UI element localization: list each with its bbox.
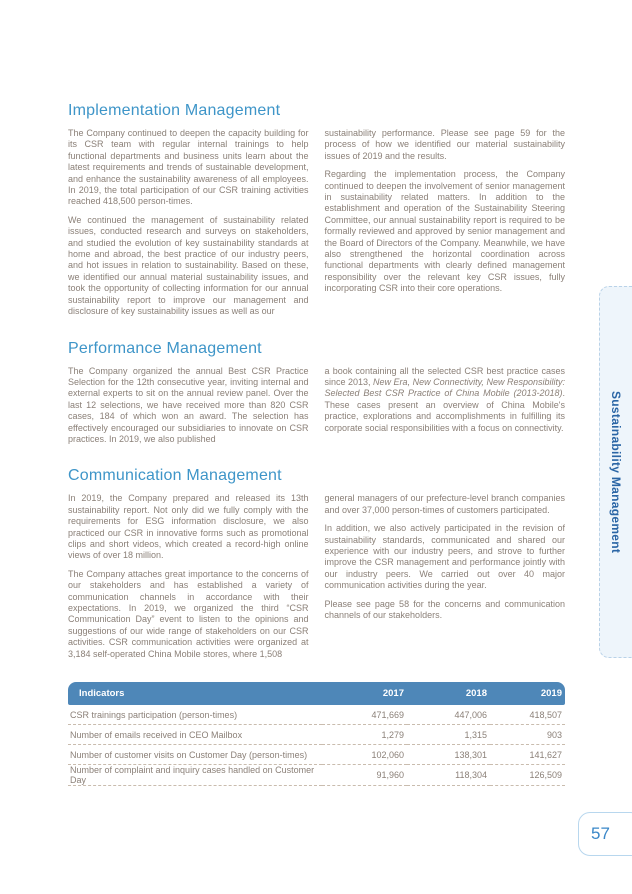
- right-column: [325, 128, 566, 318]
- page-content: [68, 102, 565, 786]
- right-column: [325, 493, 566, 660]
- row-value-2019: 418,507: [490, 705, 565, 725]
- paragraph: The Company attaches great importance to the concerns of our stakeholders and has established a variety of communication channels in accordance with their expectations. In 2019, we organized the third “CSR Communication Day” event to listen to the opinions and suggestions of our wide range of stakeholders on our CSR activities. CSR communication activities were organized at 3,184 self-operated China Mobile stores, where 1,508: [68, 568, 309, 659]
- two-column-layout: [68, 128, 565, 318]
- paragraph: Regarding the implementation process, the Company continued to deepen the involvement of senior management in sustainability related matters. In addition to the establishment and operation of the Sustainability Steering Committee, our annual sustainability report is required to be formally reviewed and approved by senior management and the Board of Directors of the Company. Meanwhile, we have also strengthened the horizontal coordination across functional departments with clearly defined management responsibility over the relevant key CSR issues, fully incorporating CSR into their core operations.: [324, 169, 565, 294]
- right-column: [325, 366, 566, 446]
- row-label: Number of emails received in CEO Mailbox: [68, 725, 322, 745]
- section-title-implementation: Implementation Management: [68, 102, 281, 119]
- left-column: [68, 366, 309, 446]
- row-value-2018: 447,006: [407, 705, 490, 725]
- paragraph: [325, 366, 566, 434]
- left-column: [68, 493, 309, 660]
- row-label: Number of customer visits on Customer Day (person-times): [68, 745, 322, 765]
- section-performance-management: [68, 340, 565, 446]
- indicators-table: [68, 682, 565, 786]
- row-value-2018: 118,304: [407, 765, 490, 786]
- sidebar-tab-label: Sustainability Management: [609, 390, 623, 554]
- row-value-2018: 1,315: [407, 725, 490, 745]
- paragraph: In 2019, the Company prepared and released its 13th sustainability report. Not only did we fully comply with the requirements for ESG information disclosure, we also practiced our CSR in innovative forms such as promotional clips and short videos, which created a record-high online views of over 18 million.: [68, 493, 309, 561]
- book-title-italic: New Era, New Connectivity, New Responsibility: Selected Best CSR Practice of China Mobile (2013-2018): [324, 376, 565, 399]
- paragraph: The Company continued to deepen the capacity building for its CSR team with regular internal trainings to help functional departments and business units learn about the latest requirements and trends of sustainable development, and enhance the sustainability awareness of all employees. In 2019, the total participation of our CSR training activities reached 418,500 person-times.: [68, 128, 309, 207]
- page-number-badge: [578, 812, 632, 856]
- row-value-2019: 903: [490, 725, 565, 745]
- row-label: Number of complaint and inquiry cases handled on Customer Day: [68, 765, 322, 786]
- table-header-row: [68, 682, 565, 705]
- two-column-layout: [68, 366, 565, 446]
- paragraph: In addition, we also actively participated in the revision of sustainability standards, communicated and shared our experience with our industry peers, and strove to further improve the CSR management and performance jointly with our industry peers. We carried out over 40 major communication activities during the year.: [324, 523, 565, 591]
- row-value-2017: 102,060: [322, 745, 407, 765]
- two-column-layout: [68, 493, 565, 660]
- table-row: [68, 765, 565, 786]
- row-value-2017: 471,669: [322, 705, 407, 725]
- book-intro-text: a book containing all the selected CSR best practice cases since 2013,: [324, 365, 565, 387]
- section-communication-management: [68, 467, 565, 660]
- row-value-2018: 138,301: [407, 745, 490, 765]
- paragraph: The Company organized the annual Best CSR Practice Selection for the 12th consecutive year, inviting internal and external experts to sit on the annual review panel. Over the last 12 selections, we have received more than 820 CSR cases, 184 of which won an award. The selection has effectively encouraged our subsidiaries to innovate on CSR practices. In 2019, we also published: [68, 365, 309, 444]
- paragraph: Please see page 58 for the concerns and communication channels of our stakeholders.: [324, 598, 565, 620]
- book-outro-text: . These cases present an overview of China Mobile's practice, explorations and accomplishments in fulfilling its corporate social responsibilities with a focus on connectivity.: [324, 388, 565, 433]
- paragraph: We continued the management of sustainability related issues, conducted research and surveys on stakeholders, and studied the evolution of key sustainability standards at home and abroad, the best practice of our industry peers, and hot issues in relation to sustainability. Based on these, we identified our annual material sustainability issues, and took the opportunity of collecting information for our annual sustainability report to improve our management and disclosure of key sustainability issues as well as our: [68, 214, 309, 317]
- paragraph: sustainability performance. Please see page 59 for the process of how we identified our material sustainability issues of 2019 and the results.: [324, 128, 565, 161]
- table-header-indicators: Indicators: [68, 682, 322, 705]
- page-number: 57: [591, 824, 610, 843]
- table-row: [68, 705, 565, 725]
- row-value-2019: 126,509: [490, 765, 565, 786]
- section-implementation-management: [68, 102, 565, 318]
- section-title-performance: Performance Management: [68, 339, 262, 357]
- table-row: [68, 745, 565, 765]
- left-column: [68, 128, 309, 318]
- section-title-communication: Communication Management: [68, 467, 282, 485]
- row-value-2019: 141,627: [490, 745, 565, 765]
- table-row: [68, 725, 565, 745]
- table-header-2019: 2019: [490, 682, 565, 705]
- paragraph: general managers of our prefecture-level branch companies and over 37,000 person-times of customers participated.: [324, 493, 565, 515]
- sidebar-tab-sustainability-management: [599, 286, 632, 658]
- row-label: CSR trainings participation (person-times): [68, 705, 322, 725]
- table-header-2018: 2018: [407, 682, 490, 705]
- table-header-2017: 2017: [322, 682, 407, 705]
- row-value-2017: 91,960: [322, 765, 407, 786]
- row-value-2017: 1,279: [322, 725, 407, 745]
